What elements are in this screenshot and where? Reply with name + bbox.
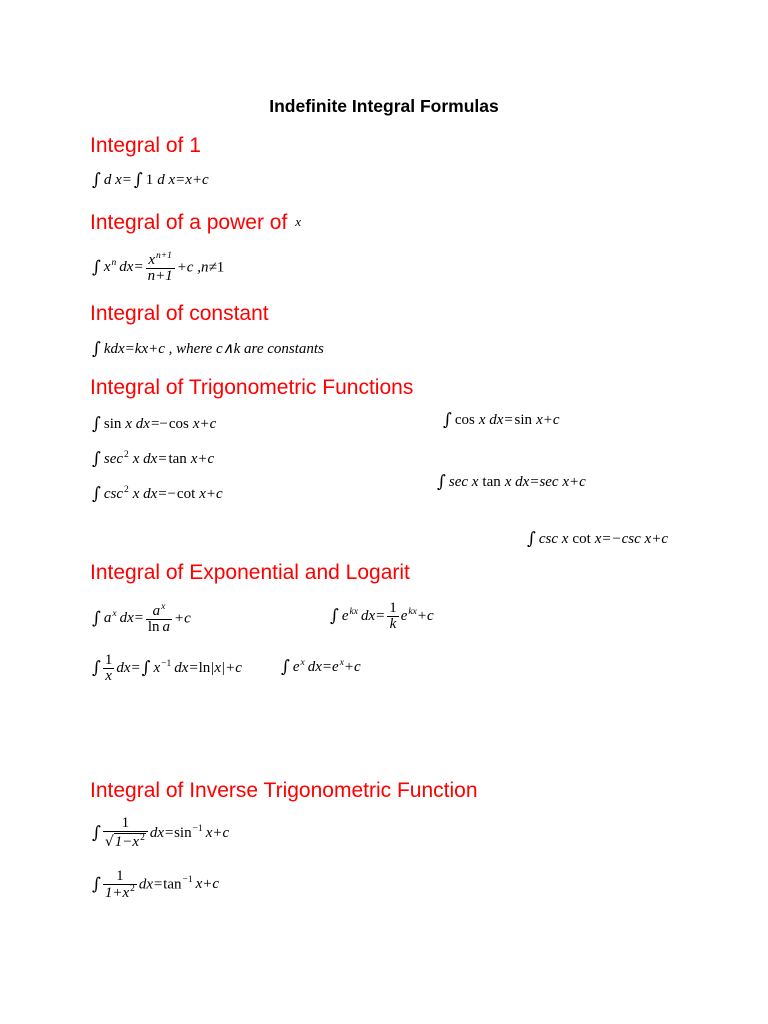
integral-sign: ∫ xyxy=(92,874,101,895)
formula-term: x dx= xyxy=(132,451,168,467)
formula-term: a xyxy=(103,610,112,627)
integral-sign: ∫ xyxy=(92,484,101,504)
integral-sign: ∫ xyxy=(92,822,101,843)
formula-term: x xyxy=(105,668,112,684)
integral-sign: ∫ xyxy=(141,657,151,678)
formula-superscript: −1 xyxy=(192,823,203,834)
formula-superscript: −1 xyxy=(161,658,172,669)
integral-sign: ∫ xyxy=(133,170,143,190)
formula-superscript: kx xyxy=(408,606,417,617)
formula-term: x xyxy=(103,259,111,276)
formula-term: x+c xyxy=(195,876,220,893)
formula-function: sin xyxy=(514,412,533,428)
formula-term: +c xyxy=(416,607,434,624)
formula-term: 1+x xyxy=(104,885,130,901)
fraction-denominator xyxy=(146,620,172,635)
fraction xyxy=(387,601,399,632)
formula-function: cot xyxy=(572,531,591,547)
fraction-denominator xyxy=(103,669,115,684)
section-heading-constant: Integral of constant xyxy=(90,302,269,325)
formula-term: x+c xyxy=(192,416,217,432)
integral-sign: ∫ xyxy=(92,608,101,629)
formula-term: dx= xyxy=(119,259,144,276)
formula-term: a xyxy=(162,619,171,635)
fraction-numerator xyxy=(103,653,115,669)
fraction xyxy=(103,653,115,684)
formula-superscript: 2 xyxy=(130,884,135,894)
formula-superscript: 2 xyxy=(140,833,145,843)
integral-sign: ∫ xyxy=(330,605,339,626)
formula-integral-sec-squared xyxy=(92,449,214,469)
formula-term: e xyxy=(400,607,408,624)
formula-term: x dx= xyxy=(478,412,514,428)
integral-sign: ∫ xyxy=(527,529,536,549)
formula-term: kdx=kx+c , where c∧k are constants xyxy=(103,341,324,357)
formula-term: +c ,n≠ xyxy=(176,259,217,276)
formula-superscript: 2 xyxy=(124,485,129,495)
formula-term: x+c xyxy=(205,824,230,841)
formula-term: d x= xyxy=(103,172,132,188)
formula-term: x xyxy=(148,252,155,268)
formula-term: +c xyxy=(174,610,191,627)
formula-term: 1 xyxy=(121,815,130,831)
fraction xyxy=(146,252,175,284)
formula-term: dx= xyxy=(138,876,164,893)
formula-term: dx=e xyxy=(307,659,339,675)
formula-function: ln xyxy=(198,659,211,676)
formula-term: x+c xyxy=(190,451,215,467)
formula-function: tan xyxy=(482,474,501,490)
formula-term: dx= xyxy=(116,659,141,676)
formula-function: cos xyxy=(454,412,475,428)
formula-function: csc xyxy=(103,486,124,502)
fraction-numerator xyxy=(146,252,175,269)
section-heading-text: Integral of a power of xyxy=(90,211,288,234)
integral-sign: ∫ xyxy=(92,449,101,469)
formula-integral-of-1 xyxy=(92,170,209,190)
section-heading-power-rule xyxy=(90,210,301,235)
formula-term: 1 xyxy=(145,172,154,188)
formula-term: x xyxy=(153,659,161,676)
section-heading-variable: x xyxy=(295,214,302,229)
formula-term: |x|+c xyxy=(210,659,242,676)
formula-term: dx= xyxy=(149,824,175,841)
formula-term: dx= xyxy=(119,610,144,627)
formula-term: sec x xyxy=(448,474,479,490)
formula-term: +c xyxy=(343,659,361,675)
section-heading-exponential-logarithmic: Integral of Exponential and Logarit xyxy=(90,561,410,584)
formula-term: dx= xyxy=(174,659,199,676)
formula-term: x dx= xyxy=(132,486,168,502)
fraction-numerator xyxy=(103,816,148,832)
formula-constant xyxy=(92,339,324,359)
formula-integral-cos xyxy=(443,410,560,430)
formula-term: a xyxy=(152,603,161,619)
fraction-denominator xyxy=(387,617,399,632)
formula-integral-csc-cot xyxy=(527,529,668,549)
formula-term: x dx xyxy=(125,416,150,432)
formula-function: ln xyxy=(147,619,160,635)
formula-function: sin xyxy=(103,416,122,432)
formula-superscript: −1 xyxy=(182,875,193,886)
radical-sign: √ xyxy=(104,834,114,850)
formula-term: 1 xyxy=(389,600,397,616)
formula-integral-sin xyxy=(92,414,216,434)
formula-term: n+1 xyxy=(147,268,173,284)
formula-integral-e-power-x xyxy=(281,657,361,677)
formula-term: dx= xyxy=(360,607,386,624)
integral-sign: ∫ xyxy=(281,657,290,677)
formula-term: x=−csc x+c xyxy=(594,531,668,547)
formula-operator: − xyxy=(167,486,176,502)
formula-superscript: 2 xyxy=(124,450,129,460)
formula-integral-sec-tan xyxy=(437,472,586,492)
formula-superscript: n+1 xyxy=(156,251,172,261)
formula-integral-arctan xyxy=(92,869,219,901)
formula-operator: =− xyxy=(150,416,168,432)
formula-integral-arcsin xyxy=(92,816,229,851)
fraction-denominator xyxy=(146,269,175,284)
fraction xyxy=(103,816,148,851)
fraction-denominator xyxy=(103,832,148,851)
page-title: Indefinite Integral Formulas xyxy=(269,96,499,116)
formula-term: 1−x xyxy=(114,834,140,850)
formula-superscript: x xyxy=(161,602,166,612)
fraction xyxy=(103,869,137,901)
formula-term: 1 xyxy=(116,868,124,884)
formula-term: e xyxy=(341,607,349,624)
section-heading-inverse-trigonometric: Integral of Inverse Trigonometric Function xyxy=(90,779,478,802)
formula-term: 1 xyxy=(104,652,113,668)
formula-superscript: kx xyxy=(349,606,358,617)
formula-term: x+c xyxy=(536,412,560,428)
integral-sign: ∫ xyxy=(92,414,101,434)
radicand xyxy=(114,833,146,850)
fraction-numerator xyxy=(103,869,137,885)
integral-sign: ∫ xyxy=(92,339,101,359)
formula-integral-e-power-kx xyxy=(330,601,434,632)
fraction-denominator xyxy=(103,885,137,901)
formula-function: tan xyxy=(168,451,187,467)
formula-function: cos xyxy=(168,416,189,432)
integral-sign: ∫ xyxy=(443,410,452,430)
formula-term: k xyxy=(389,616,397,632)
formula-superscript: x xyxy=(339,658,344,668)
formula-integral-reciprocal xyxy=(92,653,242,684)
formula-integral-a-power-x xyxy=(92,603,191,635)
formula-term: e xyxy=(292,659,300,675)
section-heading-integral-of-1: Integral of 1 xyxy=(90,134,201,157)
fraction-numerator xyxy=(146,603,172,620)
integral-sign: ∫ xyxy=(92,257,101,278)
section-heading-trigonometric: Integral of Trigonometric Functions xyxy=(90,376,414,399)
fraction xyxy=(146,603,172,635)
formula-superscript: n xyxy=(111,258,117,269)
integral-sign: ∫ xyxy=(92,657,101,678)
formula-function: sin xyxy=(174,824,192,841)
formula-superscript: x xyxy=(112,609,117,620)
formula-integral-csc-squared xyxy=(92,484,223,504)
formula-function: sec xyxy=(103,451,124,467)
formula-term: d x=x+c xyxy=(157,172,209,188)
formula-term: x dx=sec x+c xyxy=(504,474,586,490)
integral-sign: ∫ xyxy=(437,472,446,492)
fraction-numerator xyxy=(387,601,399,617)
formula-power-rule xyxy=(92,252,224,284)
formula-term: csc x xyxy=(538,531,569,547)
formula-function: tan xyxy=(163,876,182,893)
formula-function: cot xyxy=(176,486,196,502)
formula-superscript: x xyxy=(300,658,305,668)
formula-term: 1 xyxy=(216,259,225,276)
formula-term: x+c xyxy=(199,486,223,502)
integral-sign: ∫ xyxy=(92,170,101,190)
